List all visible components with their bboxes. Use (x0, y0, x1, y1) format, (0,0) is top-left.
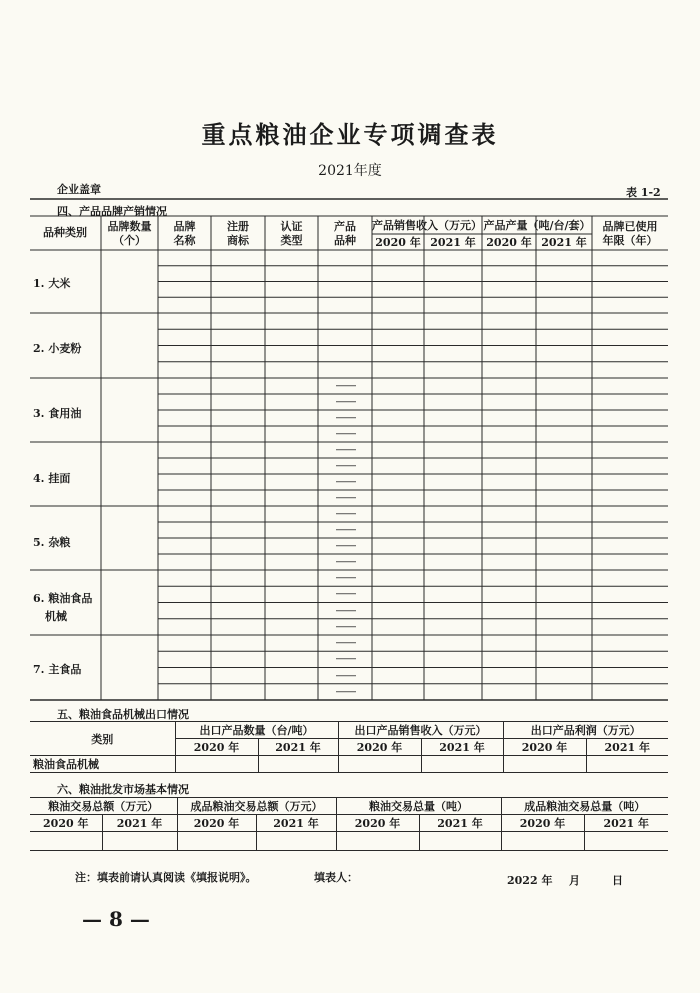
s6-cell[interactable] (256, 832, 336, 851)
col-revenue-2020: 2020 年 (375, 236, 421, 249)
form-title: 重点粮油企业专项调查表 (201, 120, 499, 149)
s6-total-amount-header: 粮油交易总额（万元） (30, 798, 177, 815)
section5-title: 五、粮油食品机械出口情况 (57, 708, 189, 721)
s6-y2020: 2020 年 (501, 815, 584, 832)
s6-cell[interactable] (584, 832, 668, 851)
col-brand-name-header: 品牌 名称 (173, 220, 196, 247)
form-year: 2021年度 (318, 163, 382, 179)
s6-y2020: 2020 年 (30, 815, 102, 832)
product-na-dash: —— (335, 571, 356, 585)
section6-title: 六、粮油批发市场基本情况 (57, 783, 189, 796)
product-na-dash: —— (335, 684, 356, 698)
product-na-dash: —— (335, 395, 356, 408)
s5-cell[interactable] (421, 756, 503, 773)
s5-rev-header: 出口产品销售收入（万元） (338, 722, 503, 739)
s5-profit-2021: 2021 年 (586, 739, 668, 756)
s5-rev-2021: 2021 年 (421, 739, 503, 756)
category-food-machinery: 6. 粮油食品 机械 (33, 592, 93, 623)
col-output-2020: 2020 年 (486, 236, 532, 249)
s6-total-volume-header: 粮油交易总量（吨） (336, 798, 501, 815)
product-na-dash: —— (335, 459, 356, 472)
category-coarse-grains: 5. 杂粮 (33, 536, 71, 549)
product-na-dash: —— (335, 652, 356, 666)
product-na-dash: —— (335, 443, 356, 456)
enterprise-seal-label: 企业盖章 (57, 183, 101, 196)
category-noodles: 4. 挂面 (33, 472, 71, 485)
s5-category-header: 类别 (30, 722, 175, 756)
category-rice: 1. 大米 (33, 277, 71, 290)
footer-date-year: 2022 年 (507, 874, 553, 887)
category-flour: 2. 小麦粉 (33, 342, 82, 355)
s5-cell[interactable] (503, 756, 586, 773)
section6-table (30, 797, 668, 851)
s6-cell[interactable] (102, 832, 177, 851)
table-number: 表 1-2 (626, 186, 661, 199)
col-cert-header: 认证 类型 (280, 220, 303, 247)
product-na-dash: —— (335, 555, 356, 568)
s6-cell[interactable] (419, 832, 501, 851)
col-revenue-header: 产品销售收入（万元） (372, 219, 482, 232)
col-output-2021: 2021 年 (541, 236, 587, 249)
s5-rev-2020: 2020 年 (338, 739, 421, 756)
product-na-dash: —— (335, 668, 356, 682)
s6-y2021: 2021 年 (584, 815, 668, 832)
s5-qty-header: 出口产品数量（台/吨） (175, 722, 338, 739)
product-na-dash: —— (335, 507, 356, 520)
col-product-header: 产品 品种 (334, 220, 356, 247)
col-trademark-header: 注册 商标 (227, 220, 249, 247)
s6-cell[interactable] (336, 832, 419, 851)
col-revenue-2021: 2021 年 (430, 236, 476, 249)
s5-cell[interactable] (258, 756, 338, 773)
product-na-dash: —— (335, 636, 356, 650)
category-edible-oil: 3. 食用油 (33, 407, 82, 420)
category-staple-food: 7. 主食品 (33, 663, 82, 676)
page-number: — 8 — (82, 907, 150, 931)
product-na-dash: —— (335, 603, 356, 617)
s5-qty-2020: 2020 年 (175, 739, 258, 756)
s5-cell[interactable] (175, 756, 258, 773)
s5-qty-2021: 2021 年 (258, 739, 338, 756)
s6-cell[interactable] (177, 832, 256, 851)
product-na-dash: —— (335, 587, 356, 601)
s6-y2021: 2021 年 (419, 815, 501, 832)
footer-filler-label: 填表人： (314, 871, 358, 884)
product-na-dash: —— (335, 427, 356, 440)
s5-profit-2020: 2020 年 (503, 739, 586, 756)
product-na-dash: —— (335, 619, 356, 633)
s6-y2021: 2021 年 (102, 815, 177, 832)
product-na-dash: —— (335, 539, 356, 552)
s5-row-label: 粮油食品机械 (30, 756, 175, 773)
s6-cell[interactable] (30, 832, 102, 851)
s5-cell[interactable] (338, 756, 421, 773)
s6-cell[interactable] (501, 832, 584, 851)
product-na-dash: —— (335, 491, 356, 504)
col-category-header: 品种类别 (43, 226, 87, 239)
s6-finished-amount-header: 成品粮油交易总额（万元） (177, 798, 336, 815)
product-na-dash: —— (335, 379, 356, 392)
s6-y2021: 2021 年 (256, 815, 336, 832)
s6-finished-volume-header: 成品粮油交易总量（吨） (501, 798, 668, 815)
s6-y2020: 2020 年 (177, 815, 256, 832)
section5-table (30, 721, 668, 773)
col-brand-years-header: 品牌已使用 年限（年） (602, 220, 658, 247)
s5-profit-header: 出口产品利润（万元） (503, 722, 668, 739)
s6-y2020: 2020 年 (336, 815, 419, 832)
footer-date-month: 月 (569, 874, 580, 887)
s5-cell[interactable] (586, 756, 668, 773)
footer-note: 注：填表前请认真阅读《填报说明》。 (75, 871, 257, 884)
footer-date-day: 日 (612, 874, 623, 887)
product-na-dash: —— (335, 411, 356, 424)
col-brand-count-header: 品牌数量 （个） (107, 220, 152, 247)
product-na-dash: —— (335, 523, 356, 536)
col-output-header: 产品产量（吨/台/套） (483, 219, 591, 232)
section4-title: 四、产品品牌产销情况 (57, 205, 167, 218)
product-na-dash: —— (335, 475, 356, 488)
